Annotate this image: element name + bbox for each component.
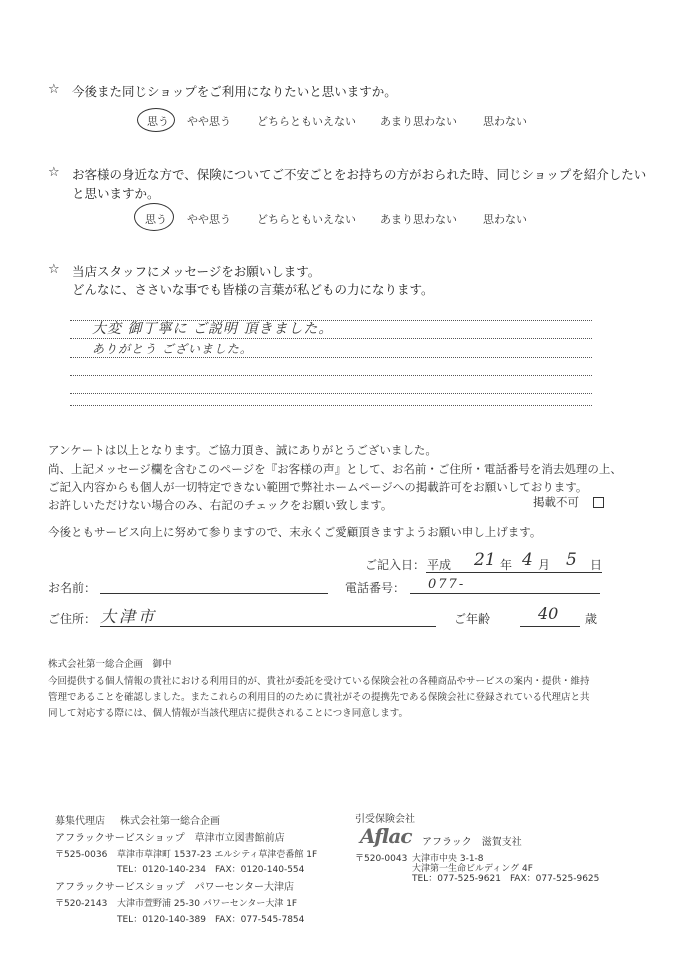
message-line [70,320,592,321]
q1-option-3[interactable]: どちらともいえない [257,115,356,128]
closing-line-4: お許しいただけない場合のみ、右記のチェックをお願い致します。 [48,498,393,512]
year-unit: 年 [500,558,513,572]
question-2-text-line2: と思いますか。 [72,186,160,201]
date-underline [426,572,602,573]
address-label: ご住所： [48,612,97,626]
shop2-tel: TEL：0120-140-389 FAX：077-545-7854 [117,915,305,925]
q1-option-5[interactable]: 思わない [483,115,527,128]
age-value[interactable]: 40 [538,604,559,623]
shop1-address: 草津市草津町 1537-23 エルシティ草津壱番館 1F [117,850,318,860]
message-line [70,338,592,339]
insurer-postal: 〒520-0043 [355,854,408,864]
question-1-text: 今後また同じショップをご利用になりたいと思いますか。 [72,84,397,99]
star-icon: ☆ [48,165,60,180]
insurer-address-2: 大津第一生命ビルディング 4F [412,864,533,874]
shop1-tel: TEL：0120-140-234 FAX：0120-140-554 [117,865,305,875]
star-icon: ☆ [48,262,60,277]
privacy-line-2: 管理であることを確認しました。またこれらの利用目的のために貴社がその提携先である保険会社に登録されている代理店と共 [48,692,590,703]
insurer-address-1: 大津市中央 3-1-8 [412,854,484,864]
agency-company: 株式会社第一総合企画 [120,816,220,827]
insurer-name: アフラック 滋賀支社 [422,837,522,848]
privacy-line-3: 同して対応する際には、個人情報が当該代理店に提供されることにつき同意します。 [48,708,409,719]
phone-value[interactable]: 077- [428,577,466,592]
closing-line-2: 尚、上記メッセージ欄を含むこのページを『お客様の声』として、お名前・ご住所・電話番号を消去処理の上、 [48,462,622,476]
closing-line-5: 今後ともサービス向上に努めて参りますので、末永くご愛顧頂きますようお願い申し上げます。 [48,525,542,539]
privacy-line-1: 今回提供する個人情報の貴社における利用目的が、貴社が委託を受けている保険会社の各種商品やサービスの案内・提供・維持 [48,676,590,687]
age-unit: 歳 [585,612,598,626]
question-3-text-line2: どんなに、ささいな事でも皆様の言葉が私どもの力になります。 [72,282,434,297]
name-label: お名前： [48,581,97,595]
phone-label: 電話番号： [345,581,406,595]
no-publish-checkbox[interactable] [533,494,604,510]
shop1-name: アフラックサービスショップ 草津市立図書館前店 [55,833,285,844]
address-field[interactable] [100,626,436,627]
q2-option-1[interactable]: 思う [145,213,167,226]
aflac-logo: Aflac [360,824,412,848]
phone-field[interactable] [410,593,600,594]
day-unit: 日 [590,558,603,572]
day-value[interactable]: 5 [566,550,577,570]
q2-option-4[interactable]: あまり思わない [380,213,457,226]
closing-line-1: アンケートは以上となります。ご協力頂き、誠にありがとうございました。 [48,443,437,457]
privacy-addressee: 株式会社第一総合企画 御中 [48,659,172,670]
date-label: ご記入日： [365,558,426,572]
message-line [70,357,592,358]
q1-option-4[interactable]: あまり思わない [380,115,457,128]
address-value[interactable]: 大津市 [100,607,158,626]
message-line [70,375,592,376]
question-3-text-line1: 当店スタッフにメッセージをお願いします。 [72,264,321,279]
message-line [70,405,592,406]
agency-label: 募集代理店 [55,816,105,827]
no-publish-label: 掲載不可 [533,495,579,509]
q2-option-3[interactable]: どちらともいえない [257,213,356,226]
message-line [70,393,592,394]
star-icon: ☆ [48,82,60,97]
shop2-name: アフラックサービスショップ パワーセンター大津店 [55,882,294,893]
question-2-text-line1: お客様の身近な方で、保険についてご不安ごとをお持ちの方がおられた時、同じショップを紹介したい [72,167,647,182]
shop2-address: 大津市萱野浦 25-30 パワーセンター大津 1F [117,899,298,909]
message-handwriting-line1: 大変 御丁寧に ご説明 頂きました。 [92,321,334,337]
message-handwriting-line2: ありがとう ございました。 [92,342,253,356]
closing-line-3: ご記入内容からも個人が一切特定できない範囲で弊社ホームページへの掲載許可をお願いしております。 [48,480,588,494]
name-field[interactable] [100,593,328,594]
age-label: ご年齢 [454,612,491,626]
month-value[interactable]: 4 [522,550,533,570]
shop2-postal: 〒520-2143 [55,899,108,909]
age-field[interactable] [520,626,580,627]
year-value[interactable]: 21 [474,550,496,570]
q2-option-2[interactable]: やや思う [187,213,231,226]
q1-option-2[interactable]: やや思う [187,115,231,128]
insurer-tel: TEL：077-525-9621 FAX：077-525-9625 [412,874,600,884]
era-label: 平成 [427,558,452,572]
checkbox-icon[interactable] [593,497,604,508]
month-unit: 月 [538,558,551,572]
q1-option-1[interactable]: 思う [147,115,169,128]
shop1-postal: 〒525-0036 [55,850,108,860]
insurer-label: 引受保険会社 [355,814,415,825]
q2-option-5[interactable]: 思わない [483,213,527,226]
